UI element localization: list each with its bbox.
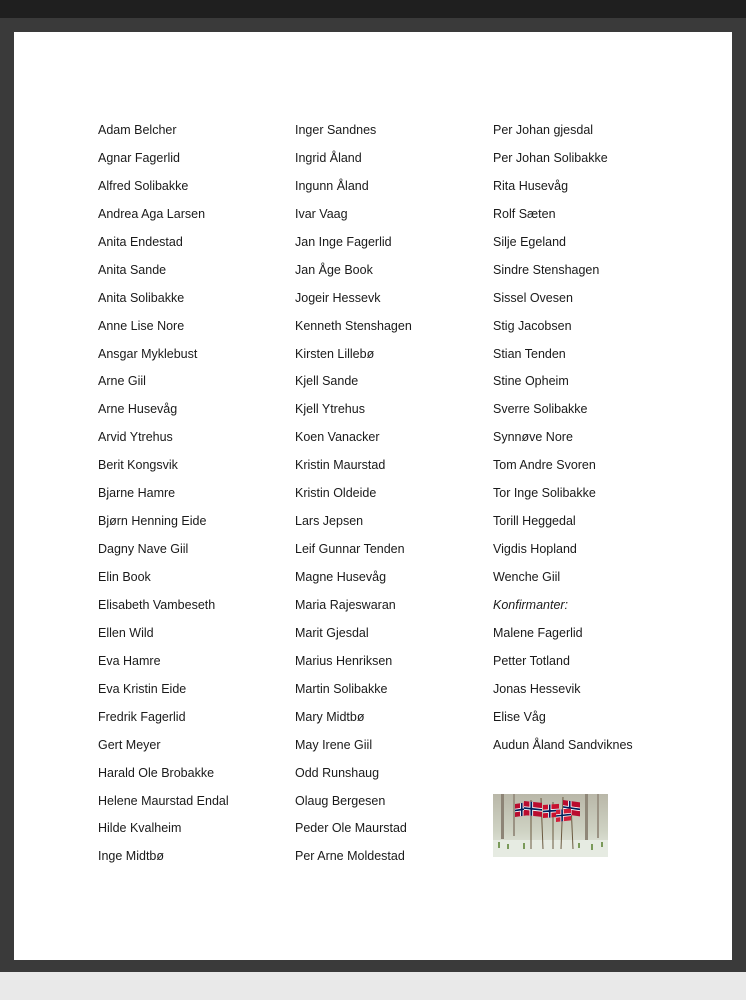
name-entry: Per Johan gjesdal (493, 123, 594, 137)
name-entry: Silje Egeland (493, 234, 566, 249)
document-page (14, 32, 732, 960)
name-entry: Koen Vanacker (295, 430, 380, 445)
name-entry: Kristin Maurstad (295, 458, 386, 473)
name-entry: Jogeir Hessevk (295, 290, 381, 305)
name-entry: Ansgar Myklebust (98, 346, 198, 361)
norwegian-flags-photo (493, 794, 608, 857)
name-entry: Bjarne Hamre (98, 486, 176, 501)
name-entry: Rita Husevåg (493, 178, 569, 193)
name-entry: Jan Inge Fagerlid (295, 234, 392, 249)
name-entry: Kjell Sande (295, 374, 359, 389)
name-entry: Agnar Fagerlid (98, 150, 180, 165)
name-entry: Martin Solibakke (295, 681, 388, 696)
name-entry: Peder Ole Maurstad (295, 821, 407, 836)
name-entry: Arvid Ytrehus (98, 430, 173, 445)
name-entry: Arne Husevåg (98, 402, 178, 417)
name-entry: Anita Endestad (98, 234, 183, 249)
name-entry: Magne Husevåg (295, 570, 387, 584)
name-entry: Anita Sande (98, 262, 167, 277)
name-entry: Marius Henriksen (295, 653, 393, 668)
name-entry: Dagny Nave Giil (98, 542, 189, 557)
name-entry: Sissel Ovesen (493, 290, 573, 305)
name-entry: Alfred Solibakke (98, 178, 189, 193)
name-entry: Stine Opheim (493, 374, 569, 389)
name-entry: Elisabeth Vambeseth (98, 597, 216, 612)
name-entry: Vigdis Hopland (493, 542, 577, 557)
name-entry: Bjørn Henning Eide (98, 514, 207, 529)
name-entry: Odd Runshaug (295, 765, 380, 780)
name-entry: Kjell Ytrehus (295, 402, 365, 417)
name-entry: Tor Inge Solibakke (493, 486, 596, 501)
name-entry: Fredrik Fagerlid (98, 709, 186, 724)
name-entry: Ivar Vaag (295, 206, 348, 221)
name-entry: Lars Jepsen (295, 514, 364, 529)
names-column-2 (295, 117, 412, 871)
name-entry: Inger Sandnes (295, 123, 377, 137)
name-entry: Elin Book (98, 570, 151, 584)
confirmand-entry: Petter Totland (493, 653, 570, 668)
names-column-3 (493, 117, 633, 760)
name-entry: Arne Giil (98, 374, 146, 389)
name-entry: Maria Rajeswaran (295, 597, 396, 612)
name-entry: Ingunn Åland (295, 178, 369, 193)
name-entry: Stian Tenden (493, 346, 566, 361)
name-entry: Kirsten Lillebø (295, 346, 375, 361)
window-top-bar (0, 0, 746, 18)
name-entry: Ingrid Åland (295, 150, 362, 165)
name-entry: Kenneth Stenshagen (295, 318, 412, 333)
name-entry: Jan Åge Book (295, 262, 373, 277)
name-entry: Per Johan Solibakke (493, 150, 608, 165)
name-entry: Gert Meyer (98, 737, 161, 752)
name-entry: Marit Gjesdal (295, 625, 369, 640)
name-entry: Anita Solibakke (98, 290, 185, 305)
name-entry: Sverre Solibakke (493, 402, 588, 417)
confirmand-entry: Malene Fagerlid (493, 625, 583, 640)
names-column-1 (98, 117, 229, 871)
confirmand-entry: Audun Åland Sandviknes (493, 737, 633, 752)
name-entry: Torill Heggedal (493, 514, 576, 529)
name-entry: Eva Kristin Eide (98, 681, 187, 696)
name-entry: Wenche Giil (493, 570, 561, 584)
name-entry: May Irene Giil (295, 737, 373, 752)
window-bottom-bar (0, 972, 746, 1000)
name-entry: Adam Belcher (98, 123, 177, 137)
name-entry: Stig Jacobsen (493, 318, 572, 333)
confirmands-heading: Konfirmanter: (493, 597, 569, 612)
name-entry: Olaug Bergesen (295, 793, 386, 808)
name-entry: Andrea Aga Larsen (98, 206, 206, 221)
name-entry: Kristin Oldeide (295, 486, 377, 501)
name-entry: Anne Lise Nore (98, 318, 185, 333)
name-entry: Sindre Stenshagen (493, 262, 600, 277)
name-entry: Harald Ole Brobakke (98, 765, 215, 780)
name-entry: Helene Maurstad Endal (98, 793, 229, 808)
name-entry: Per Arne Moldestad (295, 849, 405, 864)
name-entry: Rolf Sæten (493, 206, 556, 221)
confirmand-entry: Jonas Hessevik (493, 681, 581, 696)
confirmand-entry: Elise Våg (493, 709, 546, 724)
name-entry: Berit Kongsvik (98, 458, 178, 473)
name-entry: Tom Andre Svoren (493, 458, 596, 473)
name-entry: Synnøve Nore (493, 430, 573, 445)
name-entry: Mary Midtbø (295, 709, 365, 724)
name-entry: Eva Hamre (98, 653, 161, 668)
name-entry: Ellen Wild (98, 625, 154, 640)
name-entry: Inge Midtbø (98, 849, 165, 864)
flags-picture-icon (493, 794, 608, 857)
name-entry: Hilde Kvalheim (98, 821, 182, 836)
name-entry: Leif Gunnar Tenden (295, 542, 405, 557)
